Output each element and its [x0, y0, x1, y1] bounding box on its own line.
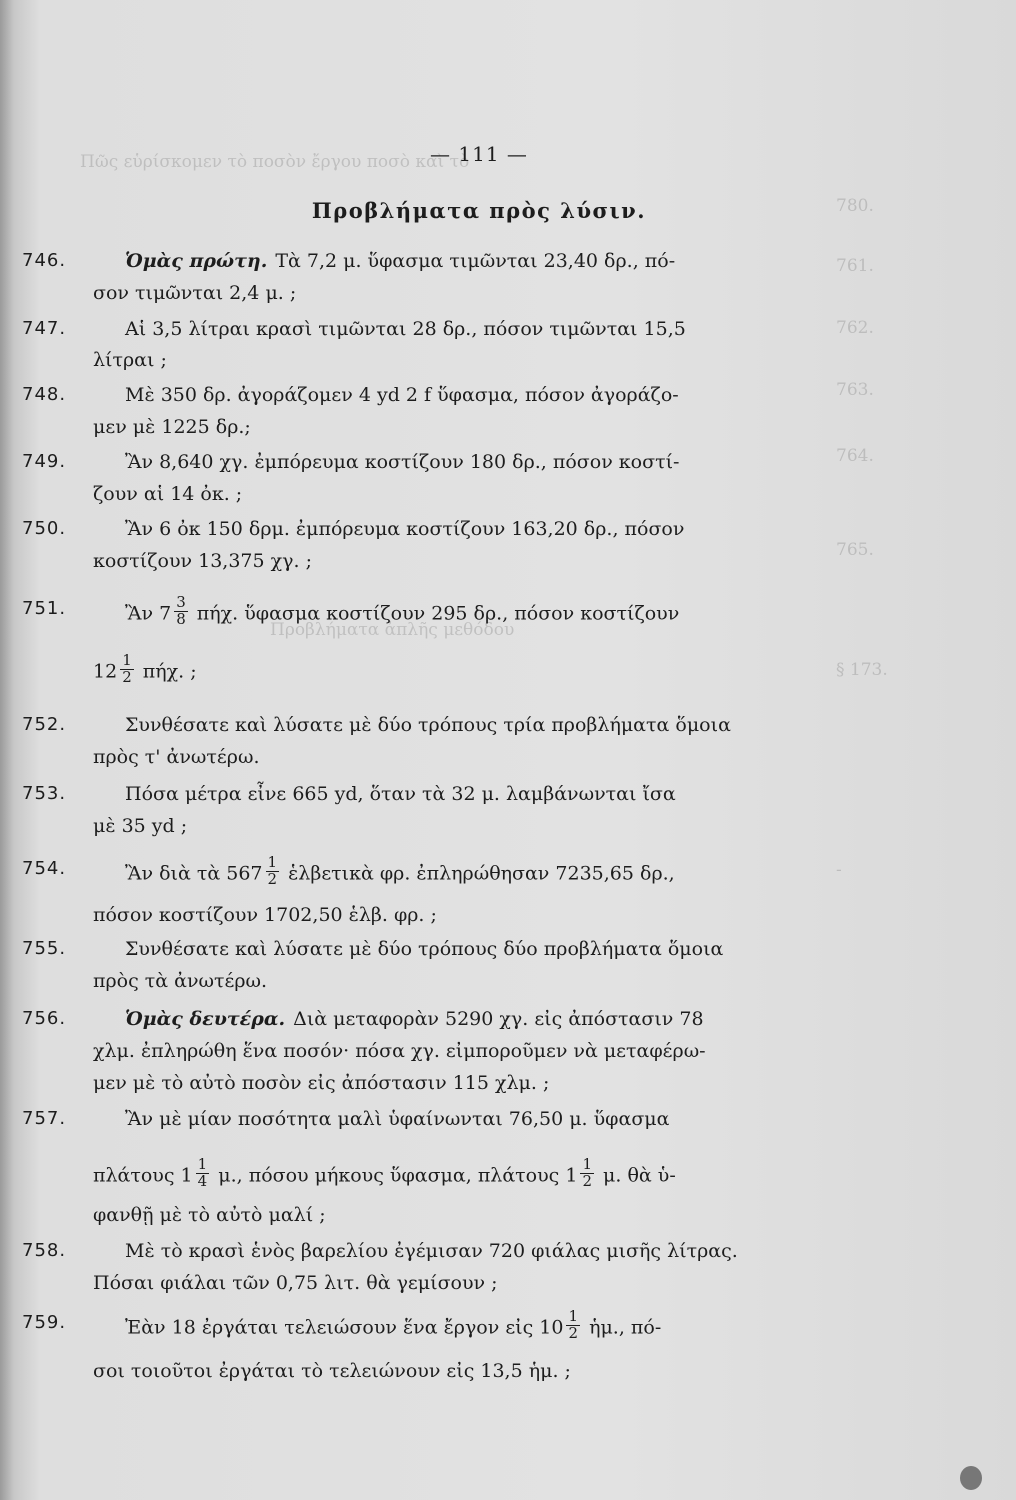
show-through-line: 763.: [836, 380, 874, 400]
page-corner-mark: [960, 1466, 982, 1490]
problem-line: μεν μὲ 1225 δρ.;: [93, 416, 251, 438]
problem-number: 747.: [22, 318, 67, 339]
problem-number: 754.: [22, 858, 67, 879]
problem-text: ἑλβετικὰ φρ. ἐπληρώθησαν 7235,65 δρ.,: [288, 862, 675, 885]
problem-line: ζουν αἱ 14 ὀκ. ;: [93, 483, 243, 505]
fraction: [266, 855, 280, 888]
problem-line: λίτραι ;: [93, 349, 167, 371]
problem-number: 755.: [22, 938, 67, 959]
problem-text: Ἂν 7: [125, 602, 172, 625]
problem-text: ἡμ., πό-: [589, 1316, 662, 1339]
problem-text: Διὰ μεταφορὰν 5290 χγ. εἰς ἀπόστασιν 78: [293, 1008, 704, 1030]
problem-line: πόσον κοστίζουν 1702,50 ἑλβ. φρ. ;: [93, 904, 437, 926]
fraction: [580, 1157, 594, 1190]
show-through-line: 762.: [836, 318, 874, 338]
problem-text: μ. θὰ ὑ-: [603, 1164, 676, 1187]
problem-line: μὲ 35 yd ;: [93, 815, 188, 837]
problem-text: 12: [93, 660, 118, 683]
problem-text: Τὰ 7,2 μ. ὕφασμα τιμῶνται 23,40 δρ., πό-: [275, 250, 676, 272]
show-through-line: § 173.: [836, 660, 888, 680]
fraction: [120, 653, 134, 686]
fraction-denominator: 2: [267, 869, 278, 888]
problem-number: 751.: [22, 598, 67, 619]
problem-text: πήχ. ὕφασμα κοστίζουν 295 δρ., πόσον κοστίζουν: [196, 602, 680, 625]
problem-number: 756.: [22, 1008, 67, 1029]
problem-line: φανθῇ μὲ τὸ αὐτὸ μαλί ;: [93, 1204, 326, 1226]
show-through-line: Πῶς εὑρίσκομεν τὸ ποσὸν ἔργου ποσὸ καὶ τὸ: [80, 152, 470, 172]
problem-line: σοι τοιοῦτοι ἐργάται τὸ τελειώνουν εἰς 13,5 ἡμ. ;: [93, 1360, 571, 1382]
page-number: — 111 —: [430, 142, 528, 166]
fraction-denominator: 2: [568, 1323, 579, 1342]
problem-number: 746.: [22, 250, 67, 271]
fraction: [566, 1309, 580, 1342]
show-through-line: 761.: [836, 256, 874, 276]
fraction-numerator: 1: [197, 1155, 208, 1173]
problem-number: 758.: [22, 1240, 67, 1261]
problem-text: μ., πόσου μήκους ὕφασμα, πλάτους 1: [218, 1164, 578, 1187]
fraction: [196, 1157, 210, 1190]
show-through-line: 780.: [836, 196, 874, 216]
problem-line: Ἂν μὲ μίαν ποσότητα μαλὶ ὑφαίνωνται 76,50 μ. ὕφασμα: [125, 1108, 670, 1130]
problem-line: [125, 1307, 662, 1345]
problem-line: Μὲ 350 δρ. ἀγοράζομεν 4 yd 2 f ὕφασμα, πόσον ἀγοράζο-: [125, 384, 679, 406]
problem-number: 752.: [22, 714, 67, 735]
fraction-numerator: 1: [568, 1307, 579, 1325]
problem-line: σον τιμῶνται 2,4 μ. ;: [93, 282, 297, 304]
problem-text: πλάτους 1: [93, 1164, 193, 1187]
fraction-denominator: 2: [122, 667, 132, 686]
problem-number: 750.: [22, 518, 67, 539]
problem-number: 759.: [22, 1312, 67, 1333]
show-through-line: Προβλήματα ἀπλῆς μεθόδου: [270, 620, 515, 640]
problem-line: Αἱ 3,5 λίτραι κρασὶ τιμῶνται 28 δρ., πόσον τιμῶνται 15,5: [125, 318, 686, 340]
problem-line: Πόσαι φιάλαι τῶν 0,75 λιτ. θὰ γεμίσουν ;: [93, 1272, 498, 1294]
problem-line: [93, 651, 197, 689]
problem-line: [125, 250, 675, 272]
fraction-numerator: 1: [582, 1155, 592, 1173]
fraction-denominator: 2: [582, 1171, 592, 1190]
show-through-line: 765.: [836, 540, 874, 560]
problem-number: 748.: [22, 384, 67, 405]
fraction-numerator: 1: [267, 853, 278, 871]
problem-line: Ἂν 8,640 χγ. ἐμπόρευμα κοστίζουν 180 δρ., πόσον κοστί-: [125, 451, 680, 473]
problem-line: χλμ. ἐπληρώθη ἕνα ποσόν· πόσα χγ. εἰμποροῦμεν νὰ μεταφέρω-: [93, 1040, 706, 1062]
problem-number: 749.: [22, 451, 67, 472]
problem-line: [125, 1008, 704, 1030]
problem-line: [125, 593, 680, 631]
problem-text: πήχ. ;: [142, 660, 197, 683]
problem-line: Συνθέσατε καὶ λύσατε μὲ δύο τρόπους δύο προβλήματα ὅμοια: [125, 938, 724, 960]
fraction-denominator: 8: [176, 609, 186, 628]
fraction-denominator: 4: [197, 1171, 208, 1190]
group-label: Ὁμὰς δευτέρα.: [125, 1008, 286, 1030]
problem-line: πρὸς τὰ ἀνωτέρω.: [93, 970, 268, 992]
problem-line: μεν μὲ τὸ αὐτὸ ποσὸν εἰς ἀπόστασιν 115 χλμ. ;: [93, 1072, 550, 1094]
section-heading: Προβλήματα πρὸς λύσιν.: [311, 198, 647, 223]
show-through-line: 764.: [836, 446, 874, 466]
group-label: Ὁμὰς πρώτη.: [125, 250, 268, 272]
problem-line: πρὸς τ' ἀνωτέρω.: [93, 746, 260, 768]
problem-line: Συνθέσατε καὶ λύσατε μὲ δύο τρόπους τρία προβλήματα ὅμοια: [125, 714, 731, 736]
problem-text: Ἐὰν 18 ἐργάται τελειώσουν ἕνα ἔργον εἰς 10: [125, 1316, 564, 1339]
show-through-line: -: [836, 860, 842, 880]
problem-number: 757.: [22, 1108, 67, 1129]
fraction: [174, 595, 188, 628]
problem-number: 753.: [22, 783, 67, 804]
problem-line: Πόσα μέτρα εἶνε 665 yd, ὅταν τὰ 32 μ. λαμβάνωνται ἴσα: [125, 783, 676, 805]
fraction-numerator: 3: [176, 593, 186, 611]
problem-line: Ἂν 6 ὀκ 150 δρμ. ἐμπόρευμα κοστίζουν 163,20 δρ., πόσον: [125, 518, 685, 540]
problem-line: [125, 853, 675, 891]
problem-line: Μὲ τὸ κρασὶ ἑνὸς βαρελίου ἐγέμισαν 720 φιάλας μισῆς λίτρας.: [125, 1240, 738, 1262]
problem-text: Ἂν διὰ τὰ 567: [125, 862, 263, 885]
fraction-numerator: 1: [122, 651, 132, 669]
problem-line: [93, 1155, 676, 1193]
problem-line: κοστίζουν 13,375 χγ. ;: [93, 550, 312, 572]
